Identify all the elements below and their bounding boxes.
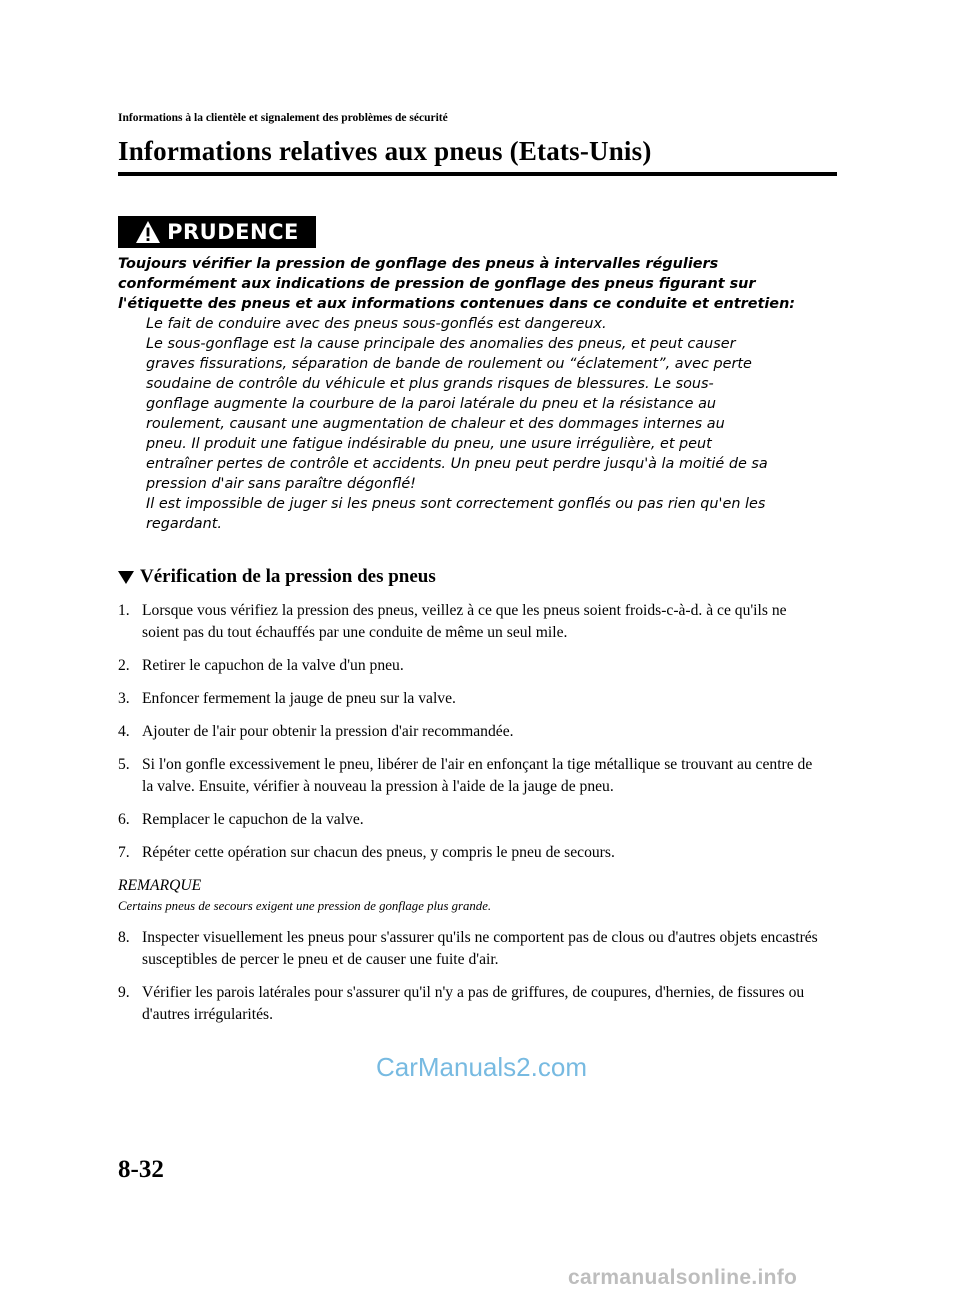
- step-number: 3.: [118, 690, 130, 707]
- step-number: 7.: [118, 844, 130, 861]
- step-item: [118, 927, 818, 971]
- footer-watermark: carmanualsonline.info: [568, 1266, 798, 1289]
- step-item: [118, 688, 818, 710]
- remark-text: Certains pneus de secours exigent une pression de gonflage plus grande.: [118, 899, 492, 913]
- page-title: Informations relatives aux pneus (Etats-Unis): [118, 136, 652, 166]
- step-item: [118, 655, 818, 677]
- step-text: Inspecter visuellement les pneus pour s'assurer qu'ils ne comportent pas de clous ou d'autres objets encastrés susceptibles de percer le pneu et de causer une fuite d'air.: [142, 929, 818, 968]
- caution-detail-line: graves fissurations, séparation de bande de roulement ou “éclatement”, avec perte: [146, 356, 752, 372]
- step-number: 8.: [118, 929, 130, 946]
- remark-note: [118, 875, 818, 915]
- step-text: Répéter cette opération sur chacun des pneus, y compris le pneu de secours.: [142, 844, 615, 861]
- caution-label: PRUDENCE: [167, 220, 299, 244]
- step-item: [118, 809, 818, 831]
- caution-detail-line: Le fait de conduire avec des pneus sous-gonflés est dangereux.: [146, 316, 607, 332]
- watermark-text: CarManuals2.com: [376, 1052, 587, 1082]
- caution-detail-line: soudaine de contrôle du véhicule et plus grands risques de blessures. Le sous-: [146, 376, 714, 392]
- step-item: [118, 754, 818, 798]
- step-text: Remplacer le capuchon de la valve.: [142, 811, 364, 828]
- caution-detail-line: regardant.: [146, 516, 222, 532]
- caution-lead-line: l'étiquette des pneus et aux informations contenues dans ce conduite et entretien:: [118, 296, 796, 312]
- caution-lead-line: Toujours vérifier la pression de gonflage des pneus à intervalles réguliers: [118, 256, 719, 272]
- step-number: 2.: [118, 657, 130, 674]
- caution-detail-line: gonflage augmente la courbure de la paroi latérale du pneu et la résistance au: [146, 396, 717, 412]
- step-item: [118, 721, 818, 743]
- step-text: Si l'on gonfle excessivement le pneu, libérer de l'air en enfonçant la tige métallique se trouvant au centre de la valve. Ensuite, vérifier à nouveau la pression à l'aide de la jauge de pneu.: [142, 756, 813, 795]
- warning-triangle-icon: [135, 220, 161, 244]
- title-rule: [118, 172, 837, 176]
- step-item: [118, 600, 818, 644]
- step-number: 6.: [118, 811, 130, 828]
- caution-detail-line: Il est impossible de juger si les pneus sont correctement gonflés ou pas rien qu'en les: [146, 496, 766, 512]
- step-item: [118, 842, 818, 864]
- remark-title: REMARQUE: [118, 877, 202, 894]
- caution-detail-line: roulement, causant une augmentation de chaleur et des dommages internes au: [146, 416, 725, 432]
- chapter-label: Informations à la clientèle et signalement des problèmes de sécurité: [118, 112, 448, 124]
- page-number: 8-32: [118, 1156, 164, 1183]
- step-number: 9.: [118, 984, 130, 1001]
- caution-detail-line: pression d'air sans paraître dégonflé!: [146, 476, 416, 492]
- step-text: Ajouter de l'air pour obtenir la pression d'air recommandée.: [142, 723, 514, 740]
- step-number: 1.: [118, 602, 130, 619]
- caution-banner: [118, 216, 316, 248]
- step-number: 4.: [118, 723, 130, 740]
- caution-detail-line: pneu. Il produit une fatigue indésirable du pneu, une usure irrégulière, et peut: [146, 436, 712, 452]
- triangle-bullet-icon: [118, 571, 134, 584]
- caution-detail-line: Le sous-gonflage est la cause principale des anomalies des pneus, et peut causer: [146, 336, 736, 352]
- section-heading-text: Vérification de la pression des pneus: [140, 566, 436, 587]
- caution-detail-line: entraîner pertes de contrôle et accidents. Un pneu peut perdre jusqu'à la moitié de sa: [146, 456, 768, 472]
- caution-lead-line: conformément aux indications de pression de gonflage des pneus figurant sur: [118, 276, 756, 292]
- step-number: 5.: [118, 756, 130, 773]
- step-text: Vérifier les parois latérales pour s'assurer qu'il n'y a pas de griffures, de coupures, d'hernies, de fissures ou d'autres irrégularités.: [142, 984, 805, 1023]
- section-heading: [118, 566, 436, 588]
- step-text: Enfoncer fermement la jauge de pneu sur la valve.: [142, 690, 456, 707]
- step-item: [118, 982, 818, 1026]
- caution-text: [118, 254, 818, 534]
- step-text: Lorsque vous vérifiez la pression des pneus, veillez à ce que les pneus soient froids-c-à-d. à ce qu'ils ne soient pas du tout échauffés par une conduite de même un seul mile.: [142, 602, 787, 641]
- procedure-steps: [118, 600, 818, 1037]
- step-text: Retirer le capuchon de la valve d'un pneu.: [142, 657, 404, 674]
